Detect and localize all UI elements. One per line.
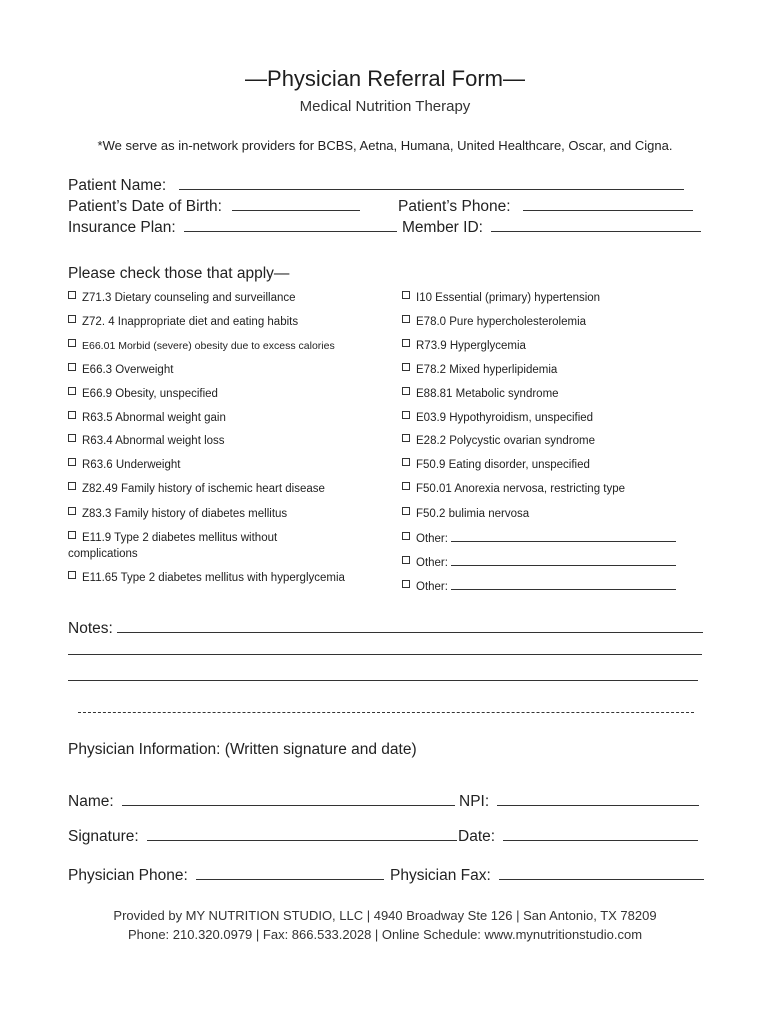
checkbox[interactable]: [68, 411, 76, 419]
checklist-item[interactable]: E66.9 Obesity, unspecified: [68, 387, 218, 400]
member-id-row: [402, 217, 701, 237]
date-row: [458, 826, 698, 846]
other-field[interactable]: [451, 578, 676, 590]
notes-line-2[interactable]: [68, 640, 702, 655]
checkbox[interactable]: [402, 291, 410, 299]
checklist-item[interactable]: Z72. 4 Inappropriate diet and eating habits: [68, 315, 298, 328]
footer-address: Provided by MY NUTRITION STUDIO, LLC | 4940 Broadway Ste 126 | San Antonio, TX 78209: [113, 908, 657, 923]
checkbox[interactable]: [402, 458, 410, 466]
physician-fax-field[interactable]: [499, 865, 704, 880]
other-field[interactable]: [451, 554, 676, 566]
checklist-item[interactable]: E78.0 Pure hypercholesterolemia: [402, 315, 586, 328]
insurance-label: Insurance Plan:: [68, 219, 176, 236]
other-field[interactable]: [451, 530, 676, 542]
physician-fax-label: Physician Fax:: [390, 867, 491, 884]
checkbox[interactable]: [68, 291, 76, 299]
checklist-heading: Please check those that apply—: [68, 265, 290, 282]
checklist-item[interactable]: R63.4 Abnormal weight loss: [68, 434, 225, 447]
checkbox[interactable]: [402, 339, 410, 347]
npi-field[interactable]: [497, 791, 699, 806]
npi-label: NPI:: [459, 793, 490, 810]
form-title: —Physician Referral Form—: [245, 66, 525, 91]
signature-row: [68, 826, 457, 846]
physician-phone-label: Physician Phone:: [68, 867, 188, 884]
checklist-item[interactable]: E88.81 Metabolic syndrome: [402, 387, 559, 400]
patient-name-label: Patient Name:: [68, 177, 167, 194]
patient-dob-field[interactable]: [232, 196, 360, 211]
physician-fax-row: [390, 865, 704, 885]
member-id-field[interactable]: [491, 217, 701, 232]
checklist-item[interactable]: Z71.3 Dietary counseling and surveillance: [68, 291, 296, 304]
checkbox[interactable]: [402, 387, 410, 395]
checklist-item[interactable]: R73.9 Hyperglycemia: [402, 339, 526, 352]
notes-row: [68, 618, 703, 638]
checklist-item-other[interactable]: Other:: [402, 554, 676, 569]
checkbox[interactable]: [68, 387, 76, 395]
footer-contact: Phone: 210.320.0979 | Fax: 866.533.2028 | Online Schedule: www.mynutritionstudio.com: [127, 927, 643, 942]
notes-field[interactable]: [117, 618, 703, 633]
checklist-item[interactable]: E78.2 Mixed hyperlipidemia: [402, 363, 557, 376]
checklist-item-other[interactable]: Other:: [402, 530, 676, 545]
patient-phone-label: Patient’s Phone:: [398, 198, 511, 215]
checkbox[interactable]: [68, 507, 76, 515]
physician-name-field[interactable]: [122, 791, 455, 806]
checklist-item[interactable]: E66.3 Overweight: [68, 363, 173, 376]
checkbox[interactable]: [68, 339, 76, 347]
checklist-item[interactable]: F50.9 Eating disorder, unspecified: [402, 458, 590, 471]
npi-row: [459, 791, 699, 811]
patient-name-row: [68, 175, 684, 195]
checklist-item[interactable]: E11.65 Type 2 diabetes mellitus with hyperglycemia: [68, 571, 345, 584]
checklist-item-other[interactable]: Other:: [402, 578, 676, 593]
cut-separator: [78, 712, 694, 713]
checkbox[interactable]: [68, 458, 76, 466]
checkbox[interactable]: [402, 556, 410, 564]
checkbox[interactable]: [402, 532, 410, 540]
checkbox[interactable]: [402, 315, 410, 323]
form-subtitle: Medical Nutrition Therapy: [299, 98, 471, 115]
checkbox[interactable]: [68, 571, 76, 579]
signature-field[interactable]: [147, 826, 457, 841]
checklist-item[interactable]: E66.01 Morbid (severe) obesity due to excess calories: [68, 339, 335, 352]
checkbox[interactable]: [402, 434, 410, 442]
patient-dob-label: Patient’s Date of Birth:: [68, 198, 222, 215]
checklist-item[interactable]: R63.5 Abnormal weight gain: [68, 411, 226, 424]
physician-phone-row: [68, 865, 384, 885]
notes-label: Notes:: [68, 620, 113, 637]
date-field[interactable]: [503, 826, 698, 841]
insurance-row: [68, 217, 397, 237]
checkbox[interactable]: [68, 434, 76, 442]
checklist-left-column: [68, 291, 393, 591]
checkbox[interactable]: [402, 411, 410, 419]
date-label: Date:: [458, 828, 496, 845]
checklist-item[interactable]: I10 Essential (primary) hypertension: [402, 291, 600, 304]
checklist-item[interactable]: F50.2 bulimia nervosa: [402, 507, 529, 520]
checkbox[interactable]: [402, 482, 410, 490]
notes-line-3[interactable]: [68, 666, 698, 681]
physician-name-row: [68, 791, 455, 811]
physician-name-label: Name:: [68, 793, 114, 810]
checkbox[interactable]: [402, 363, 410, 371]
checkbox[interactable]: [402, 507, 410, 515]
checklist-item[interactable]: Z83.3 Family history of diabetes mellitus: [68, 507, 287, 520]
checklist-item[interactable]: Z82.49 Family history of ischemic heart disease: [68, 482, 325, 495]
network-note: *We serve as in-network providers for BCBS, Aetna, Humana, United Healthcare, Oscar, and Cigna.: [97, 138, 673, 153]
checklist-item[interactable]: R63.6 Underweight: [68, 458, 180, 471]
checkbox[interactable]: [68, 531, 76, 539]
checklist-item[interactable]: F50.01 Anorexia nervosa, restricting type: [402, 482, 625, 495]
patient-name-field[interactable]: [179, 175, 684, 190]
physician-heading: Physician Information: (Written signature and date): [68, 741, 417, 758]
insurance-field[interactable]: [184, 217, 397, 232]
checkbox[interactable]: [68, 363, 76, 371]
checklist-item[interactable]: E11.9 Type 2 diabetes mellitus without complications: [68, 532, 278, 560]
checkbox[interactable]: [68, 315, 76, 323]
checklist-item[interactable]: E28.2 Polycystic ovarian syndrome: [402, 434, 595, 447]
patient-phone-field[interactable]: [523, 196, 693, 211]
checklist-right-column: [402, 291, 702, 601]
patient-phone-row: [398, 196, 693, 216]
checkbox[interactable]: [402, 580, 410, 588]
member-id-label: Member ID:: [402, 219, 483, 236]
signature-label: Signature:: [68, 828, 139, 845]
patient-dob-row: [68, 196, 360, 216]
checkbox[interactable]: [68, 482, 76, 490]
checklist-item[interactable]: E03.9 Hypothyroidism, unspecified: [402, 411, 593, 424]
physician-phone-field[interactable]: [196, 865, 384, 880]
